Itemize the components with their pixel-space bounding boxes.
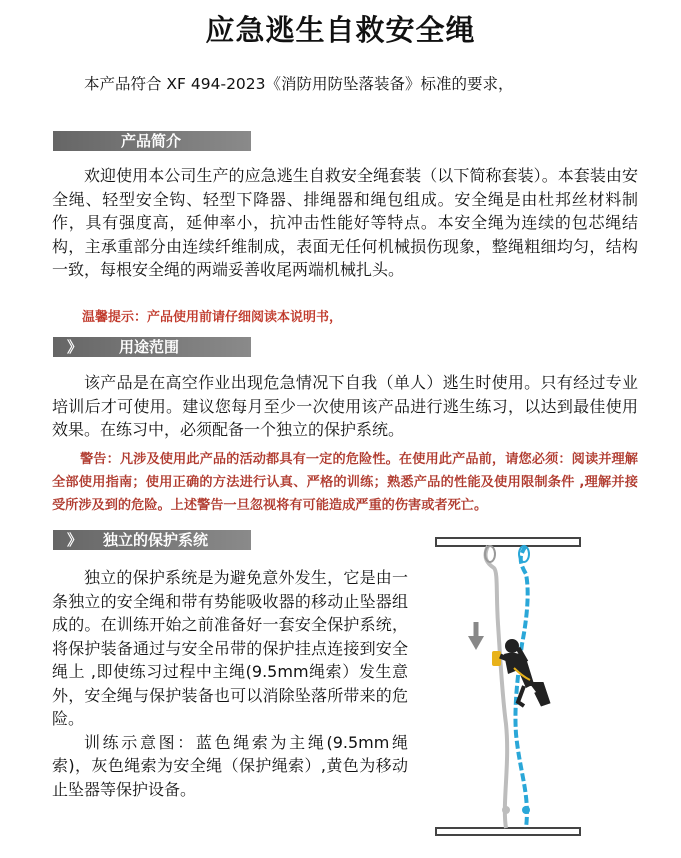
section-heading: 产品简介 — [121, 132, 182, 150]
usage-text: 该产品是在高空作业出现危急情况下自我（单人）逃生时使用。只有经过专业培训后才可使用。建议您每月至少一次使用该产品进行逃生练习，以达到最佳使用效果。在练习中，必须配备一个独立的保护系统。 — [52, 373, 638, 439]
chevron-icon: 》 — [67, 531, 83, 549]
intro-paragraph — [52, 164, 638, 282]
top-anchor-beam — [436, 538, 580, 546]
protection-text-1: 独立的保护系统是为避免意外发生，它是由一条独立的安全绳和带有势能吸收器的移动止坠器组成的。在训练开始之前准备好一套安全保护系统，将保护装备通过与安全吊带的保护挂点连接到安全绳上 ,即使练习过程中主绳(9.5mm绳索）发生意外，安全绳与保护装备也可以消除坠落所带来的危险。 — [52, 568, 408, 728]
warning-block — [52, 448, 638, 517]
bottom-anchor-beam — [436, 828, 580, 835]
section-heading: 用途范围 — [119, 338, 180, 356]
section-header-usage — [53, 337, 251, 357]
tip-text: 温馨提示：产品使用前请仔细阅读本说明书， — [82, 310, 343, 325]
section-header-intro — [53, 131, 251, 151]
warning-text: 警告：凡涉及使用此产品的活动都具有一定的危险性。在使用此产品前，请您必须：阅读并理解全部使用指南；使用正确的方法进行认真、严格的训练；熟悉产品的性能及使用限制条件 ,理解并接受所涉及到的危险。上述警告一旦忽视将有可能造成严重的伤害或者死亡。 — [52, 452, 638, 513]
protection-text-2: 训练示意图：蓝色绳索为主绳(9.5mm绳索)，灰色绳索为安全绳（保护绳索）,黄色为移动止坠器等保护设备。 — [52, 732, 408, 799]
standard-statement: 本产品符合 XF 494-2023《消防用防坠落装备》标准的要求， — [84, 75, 514, 93]
training-diagram — [430, 534, 586, 840]
protection-paragraph — [52, 566, 408, 801]
safety-rope-end — [502, 806, 510, 814]
safety-rope — [486, 546, 508, 828]
intro-text: 欢迎使用本公司生产的应急逃生自救安全绳套装（以下简称套装）。本套装由安全绳、轻型安全钩、轻型下降器、排绳器和绳包组成。安全绳是由杜邦丝材料制作，具有强度高，延伸率小，抗冲击性能好等特点。本安全绳为连续的包芯绳结构，主承重部分由连续纤维制成，表面无任何机械损伤现象，整绳粗细均匀，结构一致，每根安全绳的两端妥善收尾两端机械扎头。 — [52, 166, 638, 279]
climber-figure — [500, 639, 548, 706]
page-title: 应急逃生自救安全绳 — [205, 13, 476, 47]
section-heading: 独立的保护系统 — [103, 531, 209, 549]
chevron-icon: 》 — [67, 338, 83, 356]
usage-paragraph — [52, 371, 638, 442]
main-rope-end — [522, 806, 530, 814]
section-header-protection — [53, 530, 251, 550]
